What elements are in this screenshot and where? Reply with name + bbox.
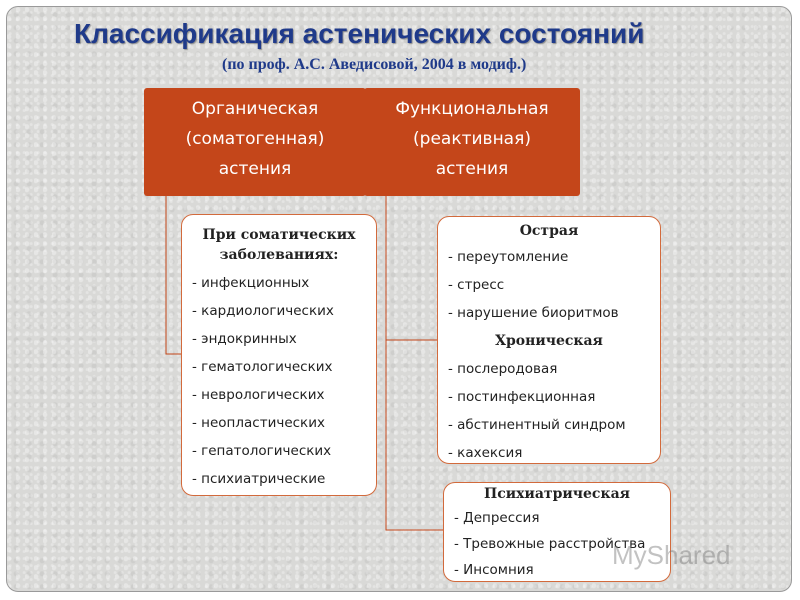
connector-organic xyxy=(166,196,181,354)
list-item: - эндокринных xyxy=(192,331,297,347)
acute-chronic-box xyxy=(437,216,661,464)
list-item: - абстинентный синдром xyxy=(448,417,626,433)
organic-header-line: астения xyxy=(218,159,292,179)
somatic-box-title-line: заболеваниях: xyxy=(219,247,339,263)
psychiatric-title: Психиатрическая xyxy=(484,486,630,502)
list-item: - послеродовая xyxy=(448,361,558,377)
organic-header-line: (соматогенная) xyxy=(185,129,325,149)
connector-functional-psych xyxy=(386,196,443,530)
list-item: - нарушение биоритмов xyxy=(448,305,619,321)
list-item: - инфекционных xyxy=(192,275,310,291)
organic-header-line: Органическая xyxy=(191,99,319,119)
acute-title: Острая xyxy=(519,223,579,239)
list-item: - психиатрические xyxy=(192,471,326,487)
somatic-box-title xyxy=(182,225,376,265)
list-item: - кардиологических xyxy=(192,303,334,319)
functional-header-line: (реактивная) xyxy=(413,129,531,149)
list-item: - Инсомния xyxy=(454,562,534,578)
list-item: - постинфекционная xyxy=(448,389,596,405)
list-item: - гематологических xyxy=(192,359,333,375)
list-item: - неврологических xyxy=(192,387,325,403)
functional-header-line: Функциональная xyxy=(395,99,549,119)
page-title: Классификация астенических состояний xyxy=(74,18,645,49)
list-item: - стресс xyxy=(448,277,505,293)
page-subtitle: (по проф. А.С. Аведисовой, 2004 в модиф.) xyxy=(222,56,527,73)
list-item: - переутомление xyxy=(448,249,569,265)
list-item: - гепатологических xyxy=(192,443,332,459)
chronic-title: Хроническая xyxy=(495,333,603,349)
list-item: - Тревожные расстройства xyxy=(454,536,646,552)
list-item: - кахексия xyxy=(448,445,523,461)
somatic-box-title-line: При соматических xyxy=(202,227,356,243)
list-item: - неопластических xyxy=(192,415,325,431)
functional-header xyxy=(364,88,580,196)
list-item: - Депрессия xyxy=(454,510,540,526)
watermark-logo: MyShared xyxy=(612,540,731,570)
somatic-diseases-box xyxy=(181,214,377,496)
functional-header-line: астения xyxy=(435,159,509,179)
organic-header xyxy=(144,88,366,196)
